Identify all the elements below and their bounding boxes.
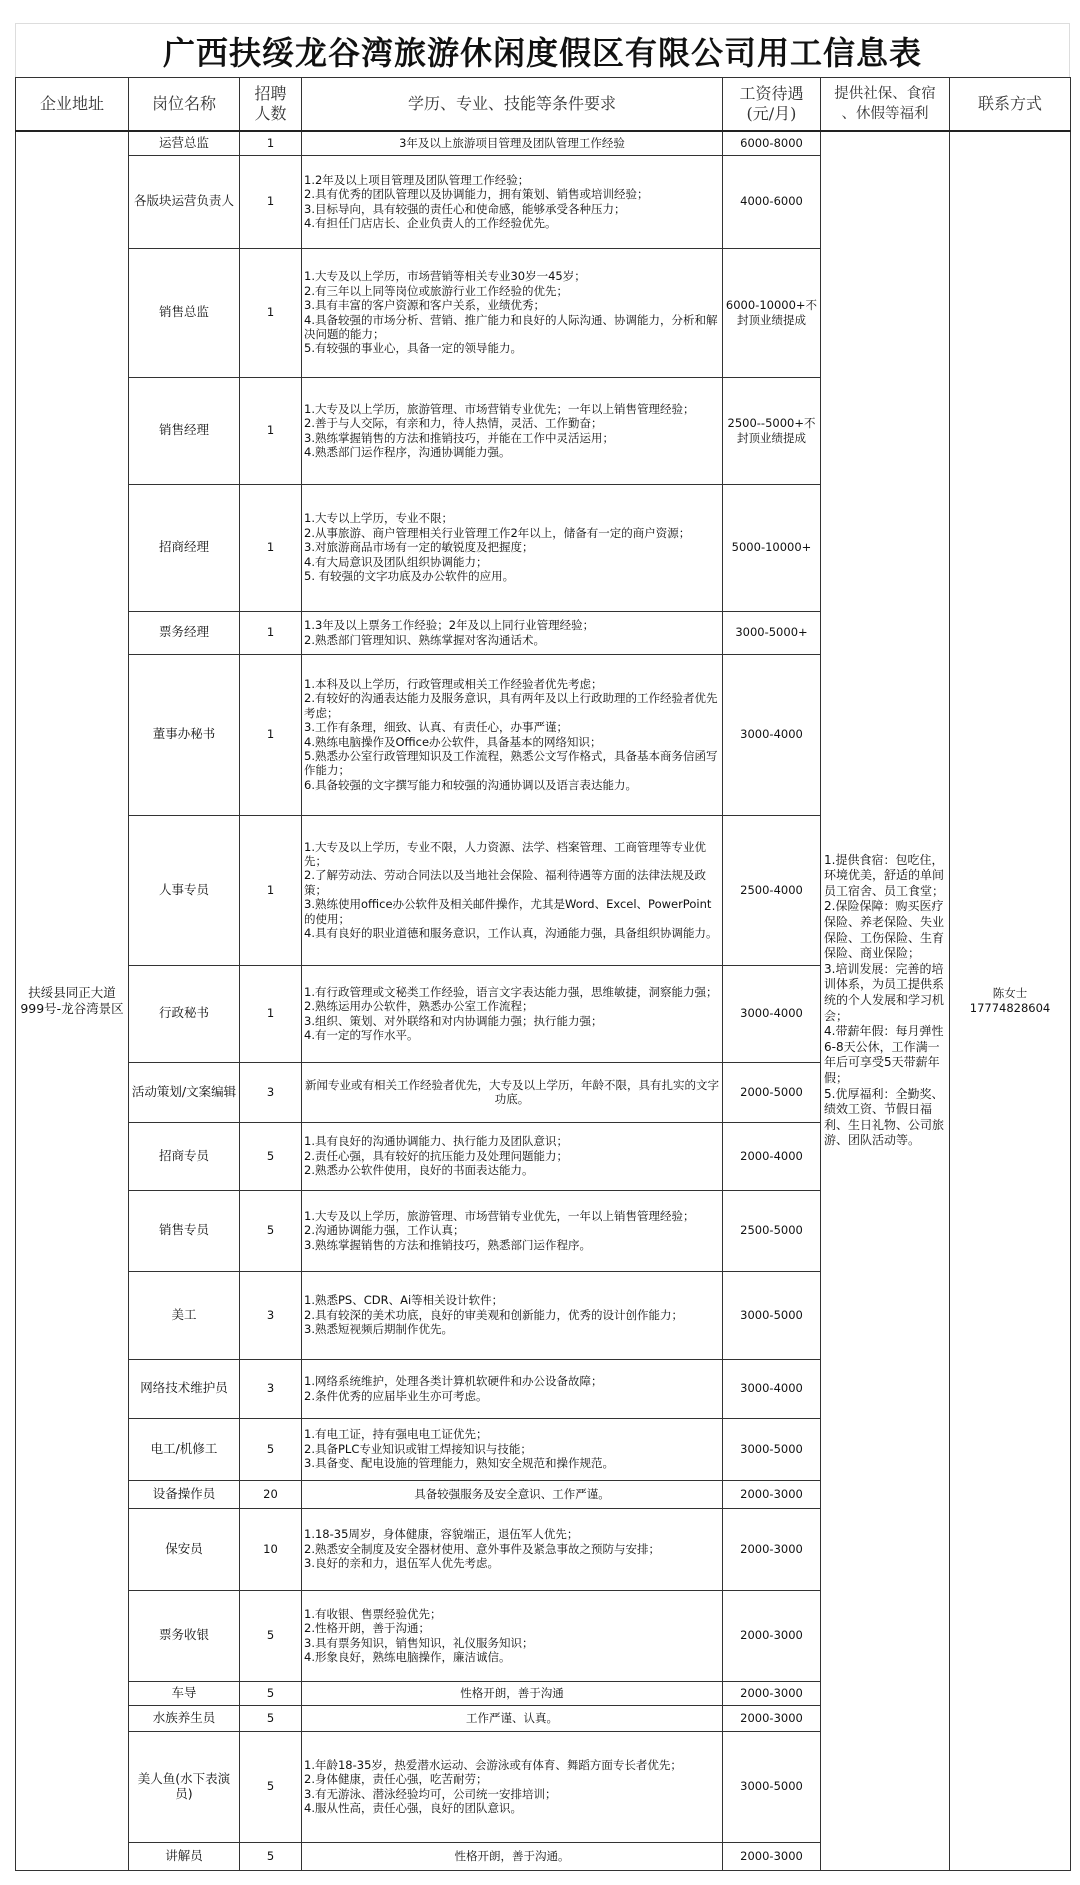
position-name: 水族养生员 [129,1705,240,1731]
requirement-line: 2.了解劳动法、劳动合同法以及当地社会保险、福利待遇等方面的法律法规及政策； [304,868,706,897]
requirement-line: 1.3年及以上票务工作经验；2年及以上同行业管理经验； [304,618,595,633]
hire-count: 5 [240,1122,302,1190]
requirement-line: 1.本科及以上学历，行政管理或相关工作经验者优先考虑； [304,676,603,691]
benefit-item: 1.提供食宿：包吃住，环境优美，舒适的单间员工宿舍、员工食堂； [824,852,945,898]
requirement-line: 2.性格开朗，善于沟通； [304,1621,430,1636]
requirement-line: 2.从事旅游、商户管理相关行业管理工作2年以上，储备有一定的商户资源； [304,525,691,540]
requirement-line: 1.有行政管理或文秘类工作经验，语言文字表达能力强，思维敏捷，洞察能力强； [304,984,718,999]
position-name: 票务收银 [129,1590,240,1681]
requirement-line: 2.沟通协调能力强，工作认真； [304,1223,465,1238]
position-name: 美工 [129,1271,240,1359]
position-name: 招商经理 [129,484,240,611]
requirement-line: 性格开朗，善于沟通 [460,1685,564,1700]
contact-name: 陈女士 [992,986,1028,1001]
requirement-line: 具备较强服务及安全意识、工作严谨。 [414,1486,610,1501]
benefit-item: 3.培训发展：完善的培训体系，为员工提供系统的个人发展和学习机会； [824,961,945,1023]
requirement-line: 2.具有较深的美术功底，良好的审美观和创新能力，优秀的设计创作能力； [304,1307,683,1322]
requirement-line: 4.具备较强的市场分析、营销、推广能力和良好的人际沟通、协调能力，分析和解决问题的能力； [304,312,718,341]
requirement-line: 2.熟悉部门管理知识、熟练掌握对客沟通话术。 [304,632,545,647]
requirement-line: 3.对旅游商品市场有一定的敏锐度及把握度； [304,540,534,555]
hire-count: 3 [240,1271,302,1359]
salary: 3000-5000 [723,1731,821,1842]
position-name: 人事专员 [129,815,240,965]
job-table [15,77,1071,1871]
position-name: 各版块运营负责人 [129,155,240,248]
position-name: 美人鱼(水下表演员) [129,1731,240,1842]
requirement-line: 3.熟练掌握销售的方法和推销技巧，熟悉部门运作程序。 [304,1237,591,1252]
requirement-line: 4.熟练电脑操作及Office办公软件，具备基本的网络知识； [304,734,602,749]
requirement-line: 1.有收银、售票经验优先； [304,1606,442,1621]
requirement-line: 3年及以上旅游项目管理及团队管理工作经验 [399,136,625,151]
requirement-line: 1.18-35周岁，身体健康，容貌端正，退伍军人优先； [304,1527,579,1542]
salary: 3000-4000 [723,965,821,1062]
requirement-line: 2.有较好的沟通表达能力及服务意识，具有两年及以上行政助理的工作经验者优先考虑； [304,691,718,720]
header-address: 企业地址 [16,78,129,132]
requirement-line: 2.责任心强，具有较好的抗压能力及处理问题能力； [304,1148,568,1163]
header-count: 招聘 人数 [240,78,302,132]
benefit-item: 2.保险保障：购买医疗保险、养老保险、失业保险、工伤保险、生育保险、商业保险； [824,899,945,961]
benefit-item: 4.带薪年假：每月弹性6-8天公休，工作满一年后可享受5天带薪年假； [824,1024,944,1085]
hire-count: 10 [240,1508,302,1590]
header-benefits: 提供社保、食宿 、休假等福利 [821,78,950,132]
requirement-line: 1.网络系统维护，处理各类计算机软硬件和办公设备故障； [304,1374,603,1389]
requirement-line: 工作严谨、认真。 [466,1710,558,1725]
requirement-line: 3.组织、策划、对外联络和对内协调能力强；执行能力强； [304,1013,603,1028]
salary: 4000-6000 [723,155,821,248]
requirement-line: 2.熟悉办公软件使用，良好的书面表达能力。 [304,1163,534,1178]
requirement-line: 1.大专及以上学历，旅游管理、市场营销专业优先；一年以上销售管理经验； [304,401,695,416]
hire-count: 5 [240,1190,302,1271]
hire-count: 3 [240,1062,302,1122]
position-name: 销售总监 [129,248,240,377]
requirement-line: 1.具有良好的沟通协调能力、执行能力及团队意识； [304,1134,568,1149]
hire-count: 5 [240,1705,302,1731]
hire-count: 5 [240,1418,302,1480]
header-salary: 工资待遇 (元/月) [723,78,821,132]
hire-count: 3 [240,1359,302,1418]
position-name: 活动策划/文案编辑 [129,1062,240,1122]
salary: 2500-4000 [723,815,821,965]
salary: 2000-3000 [723,1590,821,1681]
salary: 3000-5000 [723,1271,821,1359]
requirement-line: 1.有电工证，持有强电电工证优先； [304,1427,488,1442]
requirements [302,1062,723,1122]
hire-count: 1 [240,484,302,611]
hire-count: 1 [240,131,302,155]
position-name: 讲解员 [129,1842,240,1870]
position-name: 票务经理 [129,611,240,654]
requirements [302,1359,723,1418]
hire-count: 1 [240,155,302,248]
salary: 2500-5000 [723,1190,821,1271]
requirement-line: 2.有三年以上同等岗位或旅游行业工作经验的优先； [304,283,568,298]
benefit-item: 5.优厚福利：全勤奖、绩效工资、节假日福利、生日礼物、公司旅游、团队活动等。 [824,1086,945,1148]
requirement-line: 4.有一定的写作水平。 [304,1027,419,1042]
salary: 2000-3000 [723,1508,821,1590]
salary: 2000-5000 [723,1062,821,1122]
salary: 3000-5000+ [723,611,821,654]
requirement-line: 2.具有优秀的团队管理以及协调能力，拥有策划、销售或培训经验； [304,187,649,202]
salary: 2000-3000 [723,1705,821,1731]
requirements [302,1122,723,1190]
requirements [302,484,723,611]
requirements [302,1480,723,1508]
requirement-line: 2.熟练运用办公软件，熟悉办公室工作流程； [304,999,534,1014]
requirement-line: 4.有大局意识及团队组织协调能力； [304,554,488,569]
position-name: 设备操作员 [129,1480,240,1508]
requirement-line: 3.目标导向，具有较强的责任心和使命感，能够承受各种压力； [304,201,626,216]
header-position: 岗位名称 [129,78,240,132]
requirement-line: 1.大专及以上学历，市场营销等相关专业30岁一45岁； [304,269,586,284]
position-name: 行政秘书 [129,965,240,1062]
hire-count: 1 [240,654,302,815]
requirements [302,377,723,484]
company-address: 扶绥县同正大道999号-龙谷湾景区 [16,131,129,1870]
hire-count: 1 [240,965,302,1062]
position-name: 销售专员 [129,1190,240,1271]
contact [950,131,1071,1870]
hire-count: 1 [240,248,302,377]
hire-count: 20 [240,1480,302,1508]
position-name: 招商专员 [129,1122,240,1190]
position-name: 运营总监 [129,131,240,155]
hire-count: 1 [240,611,302,654]
requirements [302,815,723,965]
requirements [302,1590,723,1681]
salary: 6000-10000+不封顶业绩提成 [723,248,821,377]
requirement-line: 3.工作有条理，细致、认真、有责任心，办事严谨； [304,720,568,735]
hire-count: 1 [240,377,302,484]
hire-count: 5 [240,1590,302,1681]
requirement-line: 4.形象良好，熟练电脑操作，廉洁诚信。 [304,1649,511,1664]
salary: 2500--5000+不封顶业绩提成 [723,377,821,484]
requirements [302,1842,723,1870]
requirements [302,1418,723,1480]
header-requirements: 学历、专业、技能等条件要求 [302,78,723,132]
requirement-line: 2.熟悉安全制度及安全器材使用、意外事件及紧急事故之预防与安排； [304,1541,660,1556]
header-row [16,78,1071,132]
requirements [302,1271,723,1359]
sheet-title: 广西扶绥龙谷湾旅游休闲度假区有限公司用工信息表 [15,23,1070,77]
salary: 3000-5000 [723,1418,821,1480]
requirement-line: 6.具备较强的文字撰写能力和较强的沟通协调以及语言表达能力。 [304,777,637,792]
requirement-line: 3.熟悉短视频后期制作优先。 [304,1322,453,1337]
requirement-line: 4.熟悉部门运作程序，沟通协调能力强。 [304,444,511,459]
salary: 3000-4000 [723,654,821,815]
requirements [302,248,723,377]
position-name: 销售经理 [129,377,240,484]
requirements [302,965,723,1062]
requirement-line: 4.服从性高，责任心强，良好的团队意识。 [304,1800,522,1815]
salary: 2000-3000 [723,1842,821,1870]
table-row [16,131,1071,155]
requirement-line: 2.具备PLC专业知识或钳工焊接知识与技能； [304,1441,532,1456]
requirement-line: 4.有担任门店店长、企业负责人的工作经验优先。 [304,215,557,230]
requirement-line: 3.熟练使用office办公软件及相关邮件操作，尤其是Word、Excel、PowerPoint的使用； [304,897,712,926]
job-info-sheet [15,23,1070,1871]
requirement-line: 3.有无游泳、潜泳经验均可，公司统一安排培训； [304,1786,557,1801]
requirement-line: 5. 有较强的文字功底及办公软件的应用。 [304,569,515,584]
benefits [821,131,950,1870]
requirements [302,1705,723,1731]
hire-count: 5 [240,1681,302,1705]
requirement-line: 2.身体健康，责任心强，吃苦耐劳； [304,1772,488,1787]
requirements [302,1190,723,1271]
requirement-line: 1.大专及以上学历，旅游管理、市场营销专业优先，一年以上销售管理经验； [304,1208,695,1223]
requirement-line: 2.条件优秀的应届毕业生亦可考虑。 [304,1388,488,1403]
header-contact: 联系方式 [950,78,1071,132]
requirement-line: 5.熟悉办公室行政管理知识及工作流程，熟悉公文写作格式，具备基本商务信函写作能力； [304,748,718,778]
salary: 3000-4000 [723,1359,821,1418]
requirement-line: 新闻专业或有相关工作经验者优先，大专及以上学历，年龄不限，具有扎实的文字功底。 [305,1077,719,1106]
requirement-line: 4.具有良好的职业道德和服务意识，工作认真，沟通能力强，具备组织协调能力。 [304,926,718,941]
requirement-line: 1.2年及以上项目管理及团队管理工作经验； [304,172,530,187]
hire-count: 5 [240,1842,302,1870]
requirement-line: 5.有较强的事业心，具备一定的领导能力。 [304,341,522,356]
requirement-line: 性格开朗，善于沟通。 [454,1848,570,1863]
requirement-line: 1.大专及以上学历，专业不限，人力资源、法学、档案管理、工商管理等专业优先； [304,839,706,868]
requirement-line: 3.熟练掌握销售的方法和推销技巧，并能在工作中灵活运用； [304,430,614,445]
hire-count: 5 [240,1731,302,1842]
hire-count: 1 [240,815,302,965]
position-name: 车导 [129,1681,240,1705]
requirement-line: 1.熟悉PS、CDR、Ai等相关设计软件； [304,1293,504,1308]
position-name: 保安员 [129,1508,240,1590]
salary: 2000-3000 [723,1681,821,1705]
salary: 2000-4000 [723,1122,821,1190]
requirement-line: 3.具备变、配电设施的管理能力，熟知安全规范和操作规范。 [304,1456,614,1471]
requirements [302,1508,723,1590]
requirements [302,131,723,155]
requirement-line: 1.大专以上学历，专业不限； [304,511,453,526]
position-name: 董事办秘书 [129,654,240,815]
requirement-line: 3.良好的亲和力，退伍军人优先考虑。 [304,1556,499,1571]
requirements [302,654,723,815]
requirement-line: 1.年龄18-35岁，热爱潜水运动、会游泳或有体育、舞蹈方面专长者优先； [304,1757,682,1772]
salary: 2000-3000 [723,1480,821,1508]
requirements [302,155,723,248]
requirements [302,1681,723,1705]
requirements [302,1731,723,1842]
position-name: 网络技术维护员 [129,1359,240,1418]
salary: 6000-8000 [723,131,821,155]
position-name: 电工/机修工 [129,1418,240,1480]
requirement-line: 2.善于与人交际，有亲和力，待人热情，灵活、工作勤奋； [304,416,603,431]
contact-phone: 17774828604 [969,1000,1051,1015]
salary: 5000-10000+ [723,484,821,611]
requirement-line: 3.具有丰富的客户资源和客户关系，业绩优秀； [304,298,545,313]
requirements [302,611,723,654]
requirement-line: 3.具有票务知识，销售知识，礼仪服务知识； [304,1635,534,1650]
